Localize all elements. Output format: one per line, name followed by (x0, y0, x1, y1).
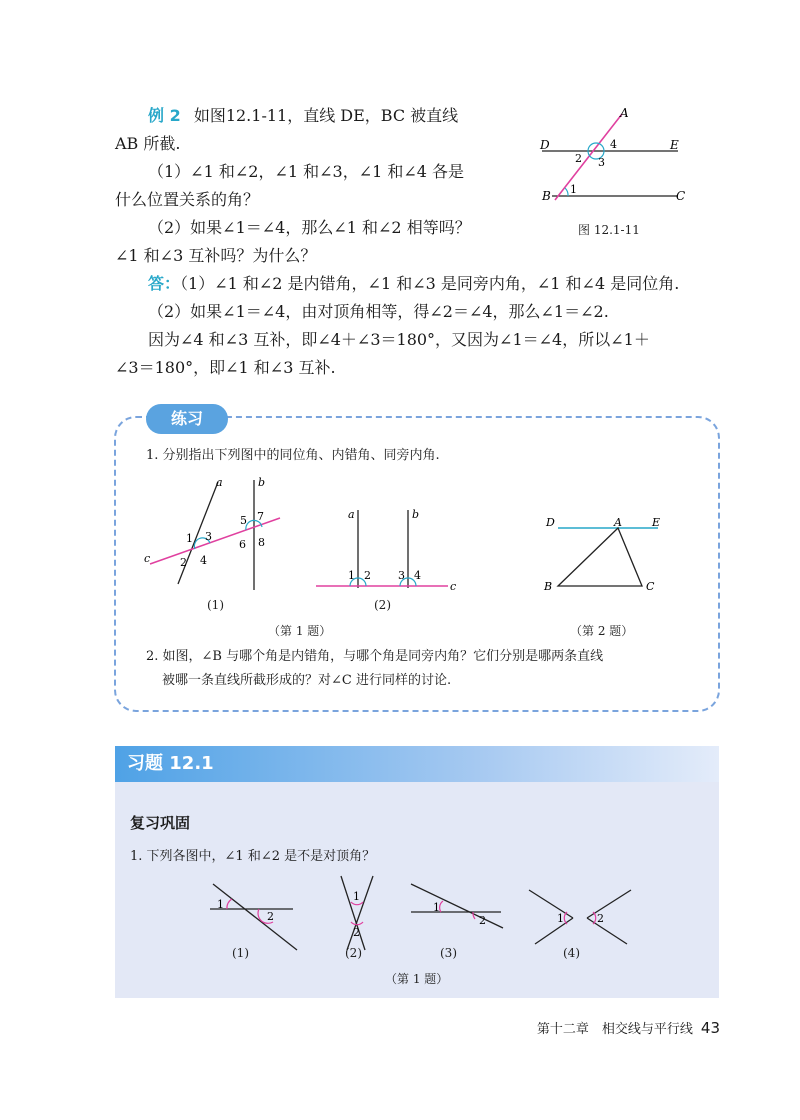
label-n3: 3 (598, 156, 605, 169)
answer-a1: （1）∠1 和∠2 是内错角，∠1 和∠3 是同旁内角，∠1 和∠4 是同位角. (180, 274, 680, 293)
page-footer (537, 1018, 720, 1037)
example-q2a: （2）如果∠1＝∠4，那么∠1 和∠2 相等吗？ (148, 218, 471, 237)
label-b: B (542, 189, 551, 203)
label-2: 2 (180, 556, 187, 569)
label-c: C (646, 580, 655, 593)
practice-fig2-sub: (2) (374, 598, 391, 612)
page-number: 43 (700, 1019, 720, 1037)
example-q1a: （1）∠1 和∠2，∠1 和∠3，∠1 和∠4 各是 (148, 162, 465, 181)
label-a: A (620, 106, 629, 120)
practice-figure-q2 (538, 510, 668, 600)
label-4: 4 (200, 554, 207, 567)
answer-a2: （2）如果∠1＝∠4，由对顶角相等，得∠2＝∠4，那么∠1＝∠2. (148, 302, 609, 321)
label-3: 3 (205, 530, 212, 543)
exercise-fig-1 (210, 884, 297, 950)
label-3: 3 (398, 569, 405, 582)
label-b: b (412, 508, 420, 521)
label-e: E (652, 516, 661, 529)
example-answer1 (148, 272, 679, 296)
line-right (347, 876, 373, 950)
figure-caption: 图 12.1-11 (578, 223, 640, 237)
figure-12-1-11 (530, 100, 710, 220)
label-c: C (676, 189, 686, 203)
review-heading: 复习巩固 (130, 814, 191, 832)
practice-caption-q1: （第 1 题） (268, 624, 332, 638)
label-d: D (546, 516, 555, 529)
exercise-header: 习题 12.1 (115, 746, 719, 782)
exercise-caption: （第 1 题） (385, 972, 449, 986)
slanted-line (411, 884, 503, 928)
practice-q2b: 被哪一条直线所截形成的？对∠C 进行同样的讨论. (162, 673, 452, 688)
practice-figure-1 (140, 472, 290, 592)
example-q1b: 什么位置关系的角？ (115, 190, 260, 209)
label-4: 4 (414, 569, 421, 582)
label-b: B (544, 580, 553, 593)
label-8: 8 (258, 536, 265, 549)
line-upper-left (529, 890, 573, 918)
angle-1-arc (227, 899, 232, 909)
slanted-line (213, 884, 297, 950)
label-a: a (348, 508, 355, 521)
label-1: 1 (557, 912, 564, 925)
label-n4: 4 (610, 138, 617, 151)
label-7: 7 (257, 510, 264, 523)
label-1: 1 (186, 532, 193, 545)
exercise-sub-3: (3) (440, 946, 457, 960)
practice-q1: 1. 分别指出下列图中的同位角、内错角、同旁内角. (146, 448, 440, 463)
exercise-q1: 1. 下列各图中，∠1 和∠2 是不是对顶角？ (130, 849, 376, 864)
answer-a4: ∠3＝180°，即∠1 和∠3 互补. (115, 358, 336, 377)
line-lower-left (535, 918, 573, 944)
label-a: A (614, 516, 622, 529)
label-2: 2 (267, 910, 274, 923)
exercise-sub-4: (4) (563, 946, 580, 960)
label-n1: 1 (570, 183, 577, 196)
exercise-fig-4 (529, 890, 631, 944)
line-ab (555, 114, 622, 200)
practice-fig1-sub: (1) (207, 598, 224, 612)
label-b: b (258, 476, 266, 489)
practice-figure-2 (310, 498, 470, 598)
triangle-abc (558, 528, 642, 586)
label-5: 5 (240, 514, 247, 527)
example-line2: AB 所截. (115, 134, 181, 153)
label-1: 1 (217, 898, 224, 911)
chapter-title: 第十二章 相交线与平行线 (536, 1022, 693, 1037)
label-2: 2 (364, 569, 371, 582)
practice-caption-q2: （第 2 题） (570, 624, 634, 638)
answer-label: 答： (148, 274, 181, 293)
line-upper-right (587, 890, 631, 918)
angle-2-arc (473, 912, 475, 919)
label-6: 6 (239, 538, 246, 551)
exercise-sub-2: (2) (345, 946, 362, 960)
practice-tab: 练习 (146, 404, 228, 434)
label-a: a (216, 476, 223, 489)
label-d: D (540, 138, 550, 152)
label-2: 2 (479, 914, 486, 927)
label-2: 2 (597, 912, 604, 925)
exercise-fig-2 (341, 876, 373, 950)
example-label: 例 2 (148, 106, 181, 125)
label-c: c (144, 552, 151, 565)
label-n2: 2 (575, 152, 582, 165)
line-lower-right (587, 918, 627, 944)
exercise-sub-1: (1) (232, 946, 249, 960)
angle-1-arc (440, 901, 443, 912)
example-q2b: ∠1 和∠3 互补吗？为什么？ (115, 246, 317, 265)
label-2: 2 (353, 926, 360, 939)
label-e: E (670, 138, 679, 152)
label-1: 1 (353, 890, 360, 903)
label-c: c (450, 580, 457, 593)
answer-a3: 因为∠4 和∠3 互补，即∠4＋∠3＝180°，又因为∠1＝∠4，所以∠1＋ (148, 330, 650, 349)
example-line1: 如图12.1-11，直线 DE，BC 被直线 (193, 106, 459, 125)
angle-arc-1 (565, 188, 568, 196)
exercise-figures (115, 872, 719, 962)
example-intro (148, 104, 458, 128)
label-1: 1 (348, 569, 355, 582)
practice-q2a: 2. 如图，∠B 与哪个角是内错角，与哪个角是同旁内角？它们分别是哪两条直线 (146, 649, 604, 664)
label-1: 1 (433, 901, 440, 914)
exercise-fig-3 (411, 884, 503, 928)
